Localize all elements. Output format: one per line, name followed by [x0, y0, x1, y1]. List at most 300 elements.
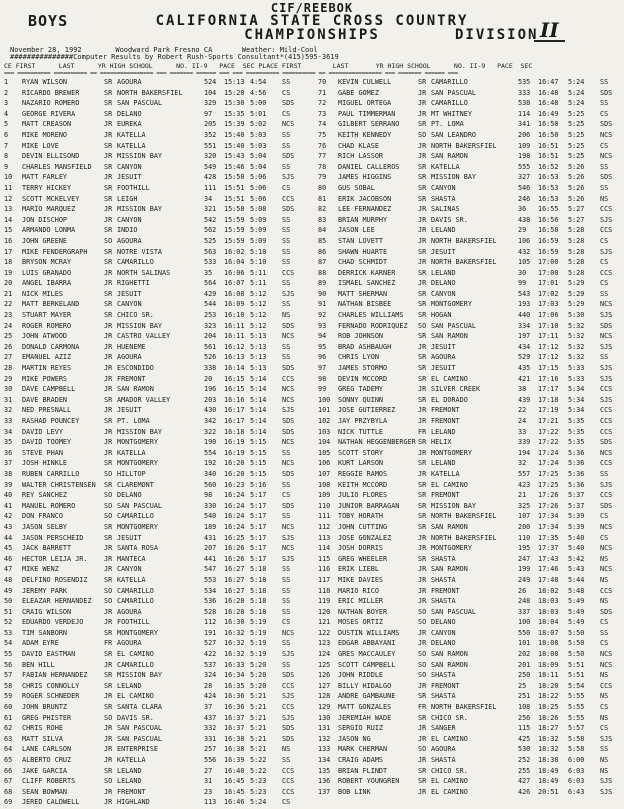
time: 16:37: [224, 713, 245, 722]
result-row: [4, 110, 314, 121]
runner-name: MANUEL ROMERO: [22, 501, 76, 510]
runner-name: DONALD CARMONA: [22, 342, 80, 351]
place: 61: [4, 713, 13, 722]
time: 16:24: [224, 491, 245, 500]
pace: 5:49: [568, 618, 585, 627]
result-row: [318, 406, 620, 417]
time: 16:34: [224, 671, 245, 680]
runner-name: JOSH DORRIS: [338, 544, 384, 553]
place: 28: [4, 364, 13, 373]
pace: 5:36: [568, 469, 585, 478]
place: 124: [318, 650, 331, 659]
runner-name: JASON LEE: [338, 226, 375, 235]
grade: JR: [418, 724, 427, 733]
place: 56: [4, 660, 13, 669]
result-row: [318, 534, 620, 545]
time: 16:33: [224, 660, 245, 669]
place: 112: [318, 522, 331, 531]
grade: SR: [418, 395, 427, 404]
runner-name: CHRIS ROHE: [22, 724, 63, 733]
time: 17:22: [538, 438, 559, 447]
place: 137: [318, 787, 331, 796]
meta-line-2: ###############Computer Results by Robert Rush-Sports Consultant*(415)595-3619: [10, 53, 339, 61]
bib-number: 428: [204, 173, 217, 182]
pace: 5:26: [568, 194, 585, 203]
grade: JR: [104, 385, 113, 394]
runner-name: MATT BERKELAND: [22, 300, 80, 309]
bib-number: 339: [518, 438, 531, 447]
time: 18:20: [538, 681, 559, 690]
school: EL CAMINO: [431, 777, 468, 786]
school: EL CAMINO: [117, 692, 154, 701]
pace: 5:48: [568, 586, 585, 595]
section: CCS: [600, 586, 613, 595]
school: MONTGOMERY: [117, 459, 158, 468]
result-row: [4, 385, 314, 396]
grade: SR: [418, 78, 427, 86]
grade: SR: [418, 173, 427, 182]
grade: JR: [418, 575, 427, 584]
result-row: [4, 714, 314, 725]
result-row: [318, 470, 620, 481]
time: 16:38: [224, 745, 245, 754]
school: CAMARILLO: [117, 586, 154, 595]
result-row: [318, 597, 620, 608]
place: 99: [318, 385, 327, 394]
section: NCS: [600, 522, 613, 531]
place: 11: [4, 183, 13, 192]
bib-number: 324: [204, 671, 217, 680]
time: 16:28: [224, 597, 245, 606]
pace: 5:08: [250, 205, 267, 214]
pace: 5:10: [250, 258, 267, 267]
bib-number: 536: [204, 597, 217, 606]
bib-number: 206: [518, 130, 531, 139]
bib-number: 97: [204, 109, 213, 118]
place: 54: [4, 639, 13, 648]
section: CCS: [600, 205, 613, 214]
school: DELANO: [431, 618, 456, 627]
school: DELANO: [431, 639, 456, 648]
place: 6: [4, 130, 9, 139]
bib-number: 321: [204, 205, 217, 214]
grade: JR: [104, 279, 113, 288]
grade: SR: [104, 300, 113, 309]
runner-name: STEVE PHAN: [22, 448, 63, 457]
result-row: [318, 89, 620, 100]
section: CCS: [282, 787, 295, 796]
runner-name: ROB JOHNSON: [338, 332, 384, 341]
bib-number: 38: [518, 385, 527, 394]
bib-number: 247: [518, 554, 531, 563]
school: SAN PASCUAL: [117, 99, 163, 108]
time: 17:00: [538, 258, 559, 267]
place: 92: [318, 311, 327, 320]
pace: 5:44: [568, 575, 585, 584]
bib-number: 423: [518, 480, 531, 489]
pace: 5:18: [250, 575, 267, 584]
time: 16:32: [224, 628, 245, 637]
time: 17:01: [538, 279, 559, 288]
bib-number: 20: [204, 374, 213, 383]
runner-name: REY SANCHEZ: [22, 491, 68, 500]
place: 103: [318, 427, 331, 436]
grade: SR: [418, 374, 427, 383]
runner-name: STUART MAYER: [22, 311, 72, 320]
runner-name: ALBERTO CRUZ: [22, 756, 72, 764]
runner-name: KEITH MCCORD: [338, 480, 388, 489]
grade: SR: [418, 501, 427, 510]
time: 17:00: [538, 268, 559, 277]
school: CASTRO VALLEY: [117, 332, 171, 341]
pace: 5:17: [250, 533, 267, 542]
bib-number: 333: [518, 88, 531, 97]
runner-name: JOHN RIDDLE: [338, 671, 384, 680]
bib-number: 106: [518, 236, 531, 245]
header-rule: === ========== ========== == ================ === ======= ====== === === ========== ========== == ================ === ======= ====== ===: [4, 70, 458, 77]
school: HOGAN: [431, 311, 452, 320]
runner-name: MARIO RICO: [338, 586, 379, 595]
pace: 5:01: [250, 109, 267, 118]
pace: 5:04: [250, 162, 267, 171]
section: CS: [282, 109, 291, 118]
school: SAN PASCUAL: [117, 724, 163, 733]
runner-name: SONNY QUINN: [338, 395, 384, 404]
grade: SR: [418, 480, 427, 489]
result-row: [4, 163, 314, 174]
section: SS: [282, 258, 291, 267]
pace: 5:04: [250, 152, 267, 161]
result-row: [4, 89, 314, 100]
section: SS: [282, 130, 291, 139]
place: 39: [4, 480, 13, 489]
section: SS: [282, 448, 291, 457]
section: NS: [600, 597, 609, 606]
place: 69: [4, 798, 13, 807]
place: 135: [318, 766, 331, 775]
place: 51: [4, 607, 13, 616]
grade: SR: [104, 681, 113, 690]
grade: SR: [418, 194, 427, 203]
runner-name: DAVE CAMPBELL: [22, 385, 76, 394]
result-row: [318, 322, 620, 333]
bib-number: 114: [518, 109, 531, 118]
section: SJS: [600, 311, 613, 320]
bib-number: 540: [204, 512, 217, 521]
place: 82: [318, 205, 327, 214]
result-row: [4, 78, 314, 89]
pace: 5:03: [250, 141, 267, 150]
result-row: [318, 375, 620, 386]
result-row: [4, 248, 314, 259]
grade: JR: [418, 787, 427, 796]
runner-name: DEVIN ELLISOND: [22, 152, 80, 161]
pace: 5:32: [568, 321, 585, 330]
school: LELAND: [431, 459, 456, 468]
place: 72: [318, 99, 327, 108]
time: 16:48: [538, 99, 559, 108]
bib-number: 197: [518, 332, 531, 341]
bib-number: 250: [518, 671, 531, 680]
runner-name: CHAD KLASE: [338, 141, 379, 150]
runner-name: FERNADO RODRIQUEZ: [338, 321, 408, 330]
time: 17:46: [538, 565, 559, 574]
school: MONTGOMERY: [117, 522, 158, 531]
result-row: [4, 544, 314, 555]
runner-name: CHARLES WILLIAMS: [338, 311, 404, 320]
place: 88: [318, 268, 327, 277]
grade: SO: [104, 586, 113, 595]
pace: 6:43: [568, 787, 585, 796]
place: 2: [4, 88, 9, 97]
school: FREMONT: [431, 586, 460, 595]
section: SDS: [282, 501, 295, 510]
result-row: [4, 449, 314, 460]
pace: 5:19: [250, 650, 267, 659]
section: NS: [600, 194, 609, 203]
place: 50: [4, 597, 13, 606]
result-row: [4, 406, 314, 417]
place: 104: [318, 438, 331, 447]
school: SAN PASCUAL: [431, 321, 477, 330]
bib-number: 561: [204, 342, 217, 351]
school: MISSION BAY: [431, 173, 477, 182]
pace: 5:58: [568, 745, 585, 754]
place: 35: [4, 438, 13, 447]
place: 42: [4, 512, 13, 521]
grade: JR: [104, 268, 113, 277]
result-row: [318, 300, 620, 311]
section: SS: [282, 342, 291, 351]
bib-number: 204: [204, 332, 217, 341]
pace: 5:02: [250, 120, 267, 129]
section: SJS: [600, 215, 613, 224]
time: 15:20: [224, 88, 245, 97]
section: SJS: [282, 289, 295, 298]
result-row: [4, 523, 314, 534]
result-row: [318, 131, 620, 142]
section: SS: [600, 745, 609, 754]
result-row: [318, 237, 620, 248]
school: CHICO SR.: [117, 311, 154, 320]
result-row: [4, 237, 314, 248]
result-row: [318, 544, 620, 555]
school: FOOTHILL: [117, 618, 150, 627]
time: 16:27: [224, 575, 245, 584]
pace: 5:09: [250, 226, 267, 235]
place: 57: [4, 671, 13, 680]
time: 18:03: [538, 597, 559, 606]
place: 48: [4, 575, 13, 584]
bib-number: 529: [518, 353, 531, 362]
place: 1: [4, 78, 9, 86]
result-row: [318, 364, 620, 375]
section: SDS: [282, 99, 295, 108]
runner-name: BILLY HIDALGO: [338, 681, 392, 690]
result-row: [318, 692, 620, 703]
time: 15:50: [224, 173, 245, 182]
result-row: [4, 184, 314, 195]
section: NCS: [282, 438, 295, 447]
place: 75: [318, 130, 327, 139]
time: 16:13: [224, 353, 245, 362]
pace: 5:19: [250, 618, 267, 627]
title-line-2: CHAMPIONSHIPS: [244, 27, 380, 43]
bib-number: 99: [518, 279, 527, 288]
grade: JR: [418, 565, 427, 574]
place: 23: [4, 311, 13, 320]
result-row: [318, 152, 620, 163]
school: JESUIT: [117, 173, 142, 182]
place: 109: [318, 491, 331, 500]
runner-name: JEREMIAH WADE: [338, 713, 392, 722]
school: SAN RAMON: [431, 522, 468, 531]
result-row: [4, 258, 314, 269]
school: EL CAMINO: [431, 374, 468, 383]
school: NORTH BAKERSFIEL: [431, 258, 497, 267]
section: SDS: [282, 205, 295, 214]
school: LELAND: [117, 766, 142, 775]
result-row: [318, 99, 620, 110]
section: SS: [282, 141, 291, 150]
pace: 5:06: [250, 173, 267, 182]
place: 117: [318, 575, 331, 584]
place: 21: [4, 289, 13, 298]
grade: JR: [418, 99, 427, 108]
place: 100: [318, 395, 331, 404]
time: 15:40: [224, 130, 245, 139]
bib-number: 194: [518, 448, 531, 457]
result-row: [4, 142, 314, 153]
bib-number: 26: [518, 586, 527, 595]
pace: 5:27: [568, 205, 585, 214]
pace: 5:17: [250, 554, 267, 563]
time: 16:26: [224, 544, 245, 553]
bib-number: 112: [204, 618, 217, 627]
bib-number: 192: [204, 459, 217, 468]
pace: 5:26: [568, 162, 585, 171]
grade: SR: [104, 194, 113, 203]
bib-number: 527: [204, 639, 217, 648]
grade: SO: [418, 650, 427, 659]
pace: 5:54: [568, 681, 585, 690]
school: NORTH BAKERSFIEL: [117, 88, 183, 97]
place: 128: [318, 692, 331, 701]
time: 18:32: [538, 745, 559, 754]
bib-number: 553: [204, 575, 217, 584]
time: 16:04: [224, 258, 245, 267]
time: 15:39: [224, 120, 245, 129]
time: 16:09: [224, 300, 245, 309]
section: SS: [282, 639, 291, 648]
runner-name: JUNIOR BARRAGAN: [338, 501, 400, 510]
result-row: [4, 565, 314, 576]
time: 16:20: [224, 459, 245, 468]
section: SS: [282, 480, 291, 489]
school: SANTA ROSA: [117, 544, 158, 553]
runner-name: BRIAN MURPHY: [338, 215, 388, 224]
bib-number: 195: [518, 544, 531, 553]
pace: 5:36: [568, 480, 585, 489]
grade: SO: [104, 512, 113, 521]
grade: SR: [418, 522, 427, 531]
result-row: [318, 110, 620, 121]
time: 15:46: [224, 162, 245, 171]
grade: SR: [418, 459, 427, 468]
time: 16:27: [224, 565, 245, 574]
bib-number: 199: [518, 565, 531, 574]
grade: JR: [104, 130, 113, 139]
pace: 5:17: [250, 544, 267, 553]
bib-number: 439: [518, 395, 531, 404]
runner-name: JAY PRZYBYLA: [338, 417, 388, 425]
section: SS: [282, 279, 291, 288]
section: NCS: [600, 448, 613, 457]
school: EL CAMINO: [431, 787, 468, 796]
pace: 5:50: [568, 628, 585, 637]
bib-number: 338: [204, 364, 217, 373]
time: 16:14: [224, 364, 245, 373]
grade: JR: [418, 141, 427, 150]
section: SJS: [282, 713, 295, 722]
place: 43: [4, 522, 13, 531]
place: 113: [318, 533, 331, 542]
runner-name: JASON NG: [338, 734, 371, 743]
runner-name: RICARDO BREWER: [22, 88, 80, 97]
school: LELAND: [117, 681, 142, 690]
pace: 5:33: [568, 374, 585, 383]
time: 15:40: [224, 141, 245, 150]
school: EUREKA: [117, 120, 142, 129]
school: ESCONDIDO: [117, 364, 154, 373]
school: MISSION BAY: [117, 205, 163, 214]
bib-number: 327: [518, 173, 531, 182]
grade: SR: [104, 289, 113, 298]
section: SS: [282, 575, 291, 584]
grade: SR: [104, 183, 113, 192]
school: SAN PASCUAL: [117, 734, 163, 743]
pace: 5:29: [568, 279, 585, 288]
school: CAMARILLO: [117, 660, 154, 669]
school: JESUIT: [117, 533, 142, 542]
bib-number: 533: [204, 258, 217, 267]
place: 131: [318, 724, 331, 733]
section: NCS: [600, 332, 613, 341]
place: 114: [318, 544, 331, 553]
grade: JR: [104, 756, 113, 764]
time: 16:59: [538, 247, 559, 256]
runner-name: TIM SANBORN: [22, 628, 68, 637]
time: 16:15: [224, 374, 245, 383]
result-row: [318, 788, 620, 799]
place: 29: [4, 374, 13, 383]
place: 64: [4, 745, 13, 754]
runner-name: MARIO MARQUEZ: [22, 205, 76, 214]
runner-name: ADAM EYRE: [22, 639, 59, 648]
time: 16:37: [224, 724, 245, 733]
division-label: DIVISION: [455, 27, 539, 43]
runner-name: JAKE GARCIA: [22, 766, 68, 775]
time: 15:30: [224, 99, 245, 108]
runner-name: MIKE POWERS: [22, 374, 68, 383]
school: AGOURA: [117, 236, 142, 245]
place: 22: [4, 300, 13, 309]
runner-name: JASON SELBY: [22, 522, 68, 531]
grade: JR: [418, 236, 427, 245]
title-line-1: CALIFORNIA STATE CROSS COUNTRY: [155, 13, 469, 29]
time: 16:18: [224, 427, 245, 436]
school: FREMONT: [117, 787, 146, 796]
